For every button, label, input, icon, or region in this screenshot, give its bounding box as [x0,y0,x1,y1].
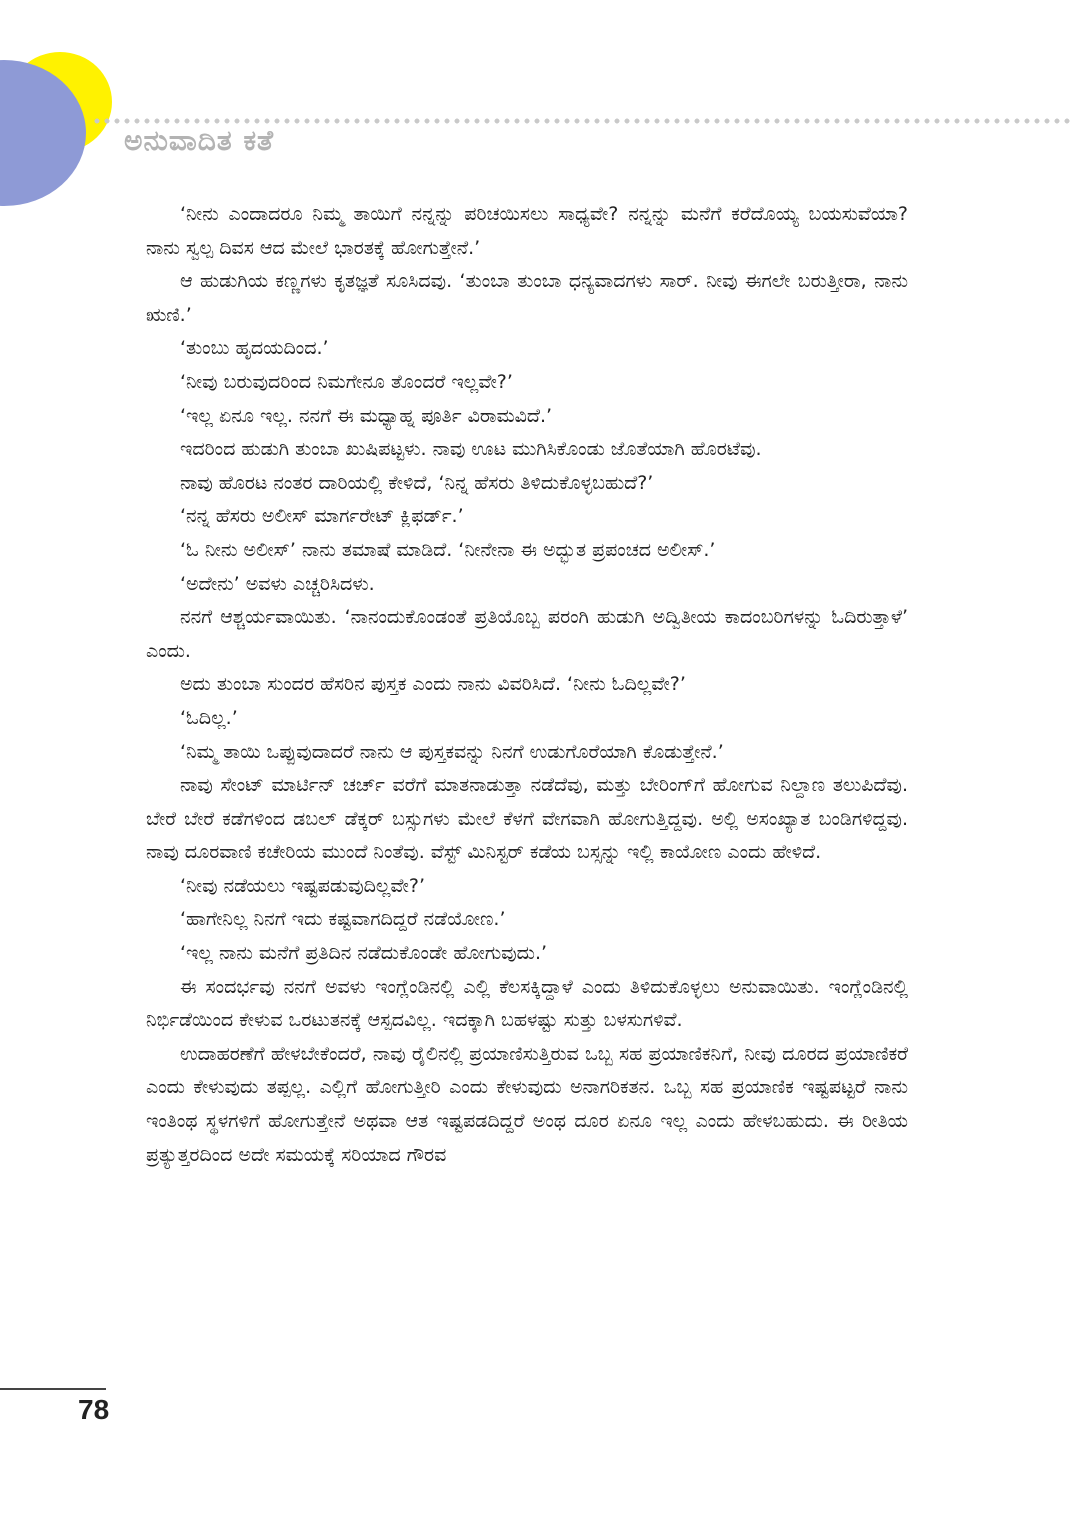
paragraph: ‘ಇಲ್ಲ ನಾನು ಮನೆಗೆ ಪ್ರತಿದಿನ ನಡೆದುಕೊಂಡೇ ಹೋಗುವುದು.’ [180,942,548,965]
paragraph: ‘ಓ ನೀನು ಅಲೀಸ್’ ನಾನು ತಮಾಷೆ ಮಾಡಿದೆ. ‘ನೀನೇನಾ ಈ ಅದ್ಭುತ ಪ್ರಪಂಚದ ಅಲೀಸ್.’ [180,538,716,561]
paragraph: ‘ನೀವು ಬರುವುದರಿಂದ ನಿಮಗೇನೂ ತೊಂದರೆ ಇಲ್ಲವೇ?’ [180,370,513,393]
paragraph: ‘ಇಲ್ಲ ಏನೂ ಇಲ್ಲ. ನನಗೆ ಈ ಮಧ್ಯಾಹ್ನ ಪೂರ್ತಿ ವಿರಾಮವಿದೆ.’ [180,404,553,427]
paragraph: ಇದರಿಂದ ಹುಡುಗಿ ತುಂಬಾ ಖುಷಿಪಟ್ಟಳು. ನಾವು ಊಟ ಮುಗಿಸಿಕೊಂಡು ಜೊತೆಯಾಗಿ ಹೊರಟೆವು. [180,438,762,461]
paragraph: ‘ಅದೇನು’ ಅವಳು ಎಚ್ಚರಿಸಿದಳು. [180,572,375,595]
page-number-rule [0,1388,106,1390]
paragraph: ಈ ಸಂದರ್ಭವು ನನಗೆ ಅವಳು ಇಂಗ್ಲೆಂಡಿನಲ್ಲಿ ಎಲ್ಲಿ ಕೆಲಸಕ್ಕಿದ್ದಾಳೆ ಎಂದು ತಿಳಿದುಕೊಳ್ಳಲು ಅನುವಾಯಿತು. ಇಂಗ್ಲೆಂಡಿನಲ್ಲಿ ನಿರ್ಭಿಡೆಯಿಂದ ಕೇಳುವ ಒರಟುತನಕ್ಕೆ ಆಸ್ಪದವಿಲ್ಲ. ಇದಕ್ಕಾಗಿ ಬಹಳಷ್ಟು ಸುತ್ತು ಬಳಸುಗಳಿವೆ. [146,975,908,1032]
paragraph: ‘ನೀನು ಎಂದಾದರೂ ನಿಮ್ಮ ತಾಯಿಗೆ ನನ್ನನ್ನು ಪರಿಚಯಿಸಲು ಸಾಧ್ಯವೇ? ನನ್ನನ್ನು ಮನೆಗೆ ಕರೆದೊಯ್ಯ ಬಯಸುವೆಯಾ? ನಾನು ಸ್ವಲ್ಪ ದಿವಸ ಆದ ಮೇಲೆ ಭಾರತಕ್ಕೆ ಹೋಗುತ್ತೇನೆ.’ [146,203,908,259]
paragraph: ನನಗೆ ಆಶ್ಚರ್ಯವಾಯಿತು. ‘ನಾನಂದುಕೊಂಡಂತೆ ಪ್ರತಿಯೊಬ್ಬ ಪರಂಗಿ ಹುಡುಗಿ ಅದ್ವಿತೀಯ ಕಾದಂಬರಿಗಳನ್ನು ಓದಿರುತ್ತಾಳೆ’ ಎಂದು. [146,606,908,662]
story-body [146,198,908,1172]
paragraph: ನಾವು ಹೊರಟ ನಂತರ ದಾರಿಯಲ್ಲಿ ಕೇಳಿದೆ, ‘ನಿನ್ನ ಹೆಸರು ತಿಳಿದುಕೊಳ್ಳಬಹುದೆ?’ [180,471,654,494]
paragraph: ನಾವು ಸೇಂಟ್ ಮಾರ್ಟಿನ್ ಚರ್ಚ್ ವರೆಗೆ ಮಾತನಾಡುತ್ತಾ ನಡೆದೆವು, ಮತ್ತು ಬೇರಿಂಗ್‌ಗೆ ಹೋಗುವ ನಿಲ್ದಾಣ ತಲುಪಿದೆವು. ಬೇರೆ ಬೇರೆ ಕಡೆಗಳಿಂದ ಡಬಲ್ ಡೆಕ್ಕರ್ ಬಸ್ಸುಗಳು ಮೇಲೆ ಕೆಳಗೆ ವೇಗವಾಗಿ ಹೋಗುತ್ತಿದ್ದವು. ಅಲ್ಲಿ ಅಸಂಖ್ಯಾತ ಬಂಡಿಗಳಿದ್ದವು. ನಾವು ದೂರವಾಣಿ ಕಚೇರಿಯ ಮುಂದೆ ನಿಂತೆವು. ವೆಸ್ಟ್ ಮಿನಿಸ್ಟರ್ ಕಡೆಯ ಬಸ್ಸನ್ನು ಇಲ್ಲಿ ಕಾಯೋಣ ಎಂದು ಹೇಳಿದೆ. [146,774,908,864]
paragraph: ‘ನೀವು ನಡೆಯಲು ಇಷ್ಟಪಡುವುದಿಲ್ಲವೇ?’ [180,874,426,897]
paragraph: ‘ಹಾಗೇನಿಲ್ಲ ನಿನಗೆ ಇದು ಕಷ್ಟವಾಗದಿದ್ದರೆ ನಡೆಯೋಣ.’ [180,908,506,931]
section-title: ಅನುವಾದಿತ ಕತೆ [124,124,275,157]
paragraph: ‘ಓದಿಲ್ಲ.’ [180,706,238,729]
paragraph: ಉದಾಹರಣೆಗೆ ಹೇಳಬೇಕೆಂದರೆ, ನಾವು ರೈಲಿನಲ್ಲಿ ಪ್ರಯಾಣಿಸುತ್ತಿರುವ ಒಬ್ಬ ಸಹ ಪ್ರಯಾಣಿಕನಿಗೆ, ನೀವು ದೂರದ ಪ್ರಯಾಣಿಕರೆ ಎಂದು ಕೇಳುವುದು ತಪ್ಪಲ್ಲ. ಎಲ್ಲಿಗೆ ಹೋಗುತ್ತೀರಿ ಎಂದು ಕೇಳುವುದು ಅನಾಗರಿಕತನ. ಒಬ್ಬ ಸಹ ಪ್ರಯಾಣಿಕ ಇಷ್ಟಪಟ್ಟರೆ ನಾನು ಇಂತಿಂಥ ಸ್ಥಳಗಳಿಗೆ ಹೋಗುತ್ತೇನೆ ಅಥವಾ ಆತ ಇಷ್ಟಪಡದಿದ್ದರೆ ಅಂಥ ದೂರ ಏನೂ ಇಲ್ಲ ಎಂದು ಹೇಳಬಹುದು. ಈ ರೀತಿಯ ಪ್ರತ್ಯುತ್ತರದಿಂದ ಅದೇ ಸಮಯಕ್ಕೆ ಸರಿಯಾದ ಗೌರವ [146,1042,908,1166]
paragraph: ‘ನಿಮ್ಮ ತಾಯಿ ಒಪ್ಪುವುದಾದರೆ ನಾನು ಆ ಪುಸ್ತಕವನ್ನು ನಿನಗೆ ಉಡುಗೊರೆಯಾಗಿ ಕೊಡುತ್ತೇನೆ.’ [180,740,724,763]
page-number: 78 [78,1394,110,1425]
paragraph: ‘ನನ್ನ ಹೆಸರು ಅಲೀಸ್ ಮಾರ್ಗರೇಟ್ ಕ್ಲಿಫರ್ಡ್.’ [180,505,464,528]
paragraph: ಆ ಹುಡುಗಿಯ ಕಣ್ಣಗಳು ಕೃತಜ್ಞತೆ ಸೂಸಿದವು. ‘ತುಂಬಾ ತುಂಬಾ ಧನ್ಯವಾದಗಳು ಸಾರ್. ನೀವು ಈಗಲೇ ಬರುತ್ತೀರಾ, ನಾನು ಋಣಿ.’ [146,270,908,326]
paragraph: ‘ತುಂಬು ಹೃದಯದಿಂದ.’ [180,337,329,360]
paragraph: ಅದು ತುಂಬಾ ಸುಂದರ ಹೆಸರಿನ ಪುಸ್ತಕ ಎಂದು ನಾನು ವಿವರಿಸಿದೆ. ‘ನೀನು ಓದಿಲ್ಲವೇ?’ [180,673,686,696]
